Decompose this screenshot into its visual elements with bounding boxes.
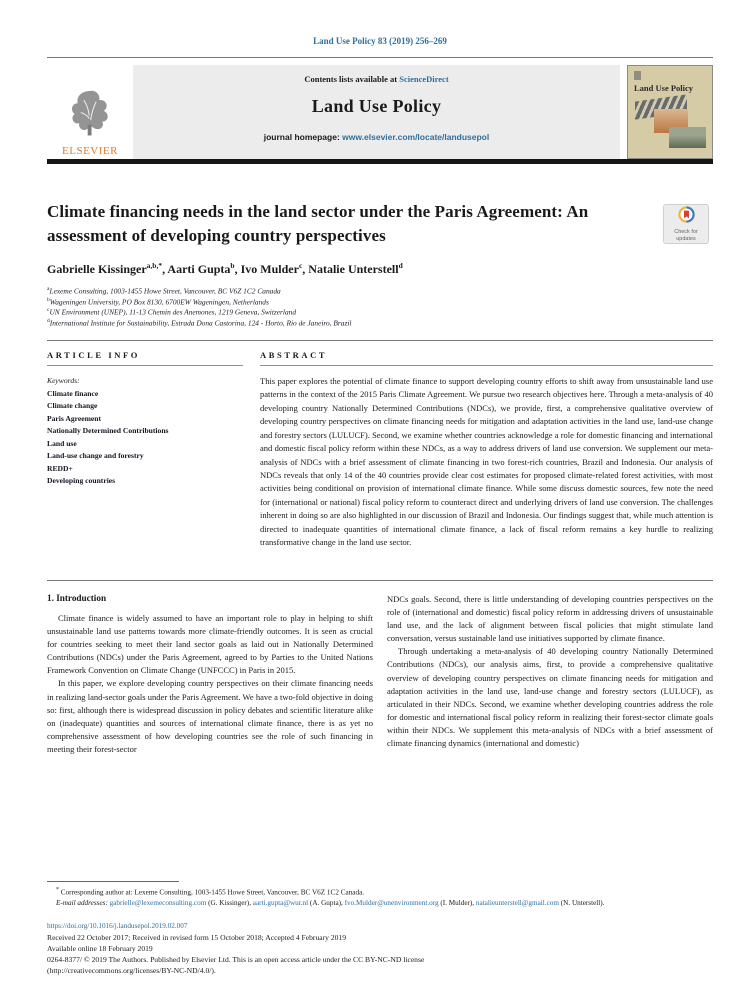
abstract-column (260, 350, 713, 549)
body-paragraph: Climate finance is widely assumed to have an important role to play in helping to shift unsustainable land use patterns towards more climate-friendly outcomes. It is seen as crucial for countries seeking to meet their land sector goals as laid out in Nationally Determined Contributions (NDCs) under the Paris Agreement, agreed to by Parties to the United Nations Framework Convention on Climate Change (UNFCCC) in Paris in 2015. (47, 612, 373, 676)
email-label: E-mail addresses: (56, 899, 110, 908)
body-columns (47, 593, 713, 757)
author (47, 262, 167, 276)
cover-image (669, 127, 706, 148)
affiliation-text: International Institute for Sustainability, Estrada Dona Castorina, 124 - Horto, Rio de Janeiro, Brazil (49, 318, 352, 328)
elsevier-wordmark: ELSEVIER (62, 145, 118, 157)
affiliation (47, 286, 713, 296)
issn-copyright-line: 0264-8377/ © 2019 The Authors. Published by Elsevier Ltd. This is an open access article under the CC BY-NC-ND license (47, 955, 425, 964)
body-paragraph: Through undertaking a meta-analysis of 40 developing country Nationally Determined Contributions (NDCs), our analysis aims, first, to provide a comprehensive qualitative overview of developing country perspectives on climate financing needs for mitigation and adaptation activities in the land use, land-use change and forestry sectors (LULUCF), as articulated in their NDCs. Second, we examine whether developing countries address the role for domestic and international fiscal policy reform in realizing their forest-sector climate goals within their NDCs. We supplement this meta-analysis of NDCs with a brief assessment of climate financing dynamics (international and domestic) (387, 646, 713, 749)
author-name: Ivo Mulder (240, 262, 299, 277)
doi-url[interactable]: https://doi.org/10.1016/j.landusepol.2019.02.007 (47, 922, 188, 930)
journal-citation-link[interactable]: Land Use Policy 83 (2019) 256–269 (313, 36, 447, 46)
body-paragraph: In this paper, we explore developing country perspectives on their climate financing needs in realizing land-sector goals under the Paris Agreement. We have a two-fold objective in doing so: first, although there is widespread discussion in policy debates and scientific literature alike on (inadequate) quantities and sources of international climate finance, there is as yet no comprehensive assessment of how developing countries see the role of such financing in meeting their forest-sector (47, 678, 373, 755)
keywords-label: Keywords: (47, 376, 80, 386)
keyword: Nationally Determined Contributions (47, 426, 169, 436)
keyword: Climate change (47, 401, 98, 411)
body-paragraph: NDCs goals. Second, there is little understanding of developing countries perspectives on the role of (international and domestic) fiscal policy reform in addressing drivers of unsustainable land use, and the lack of alignment between fiscal policies that might stimulate land conversation, versus sustainable land use initiatives supported by climate finance. (387, 593, 713, 644)
email-owner: (I. Mulder), (438, 899, 476, 908)
contents-line (133, 74, 620, 84)
banner-center (133, 65, 620, 159)
article-info-column (47, 350, 243, 549)
doi-link[interactable] (47, 922, 713, 930)
divider (47, 580, 713, 581)
author (241, 262, 309, 276)
author-affil-sup: d (398, 261, 403, 271)
journal-cover-thumbnail[interactable] (627, 65, 713, 159)
cover-title: Land Use Policy (634, 83, 694, 93)
article-title: Climate financing needs in the land sector under the Paris Agreement: An assessment of developing country perspectives (47, 202, 589, 246)
homepage-url-link[interactable]: www.elsevier.com/locate/landusepol (342, 132, 490, 142)
article-meta-section (47, 350, 713, 549)
received-dates: Received 22 October 2017; Received in revised form 15 October 2018; Accepted 4 February 2019 (47, 933, 347, 942)
homepage-line (133, 132, 620, 142)
author-name: Natalie Unterstell (308, 262, 399, 277)
article-info-heading: ARTICLE INFO (47, 350, 141, 361)
affiliation (47, 297, 713, 307)
journal-title: Land Use Policy (311, 96, 442, 116)
keyword: Climate finance (47, 388, 99, 398)
divider (47, 57, 713, 58)
author (308, 262, 402, 276)
affiliation-sup: b (47, 296, 50, 303)
cover-logo-icon (634, 71, 641, 80)
check-for-updates-badge[interactable] (663, 204, 709, 244)
affiliation-sup: d (47, 317, 50, 324)
affiliation-sup: c (47, 307, 50, 314)
author-affil-sup: c (298, 261, 303, 271)
corresponding-author-text: Corresponding author at: Lexeme Consulting, 1003-1455 Howe Street, Vancouver, BC V6Z 1C2 Canada. (59, 888, 365, 897)
keyword: Land-use change and forestry (47, 451, 144, 461)
abstract-heading: ABSTRACT (260, 350, 328, 361)
keyword: Developing countries (47, 476, 116, 486)
sciencedirect-link[interactable]: ScienceDirect (399, 74, 449, 84)
author-name: Aarti Gupta (167, 262, 231, 277)
footnote-divider (47, 881, 179, 882)
email-link[interactable]: gabrielle@lexemeconsulting.com (109, 899, 207, 908)
author-separator: , (234, 262, 241, 277)
title-row (47, 200, 713, 248)
keyword: REDD+ (47, 463, 73, 473)
email-link[interactable]: natalieunterstell@gmail.com (475, 899, 559, 908)
elsevier-logo[interactable] (47, 65, 133, 159)
keyword: Land use (47, 438, 77, 448)
check-for-updates-icon (678, 206, 695, 228)
page-footer (47, 881, 713, 976)
affiliation-sup: a (47, 286, 50, 293)
email-owner: (A. Gupta), (308, 899, 345, 908)
author (167, 262, 240, 276)
body-column-left (47, 593, 373, 757)
email-owner: (G. Kissinger), (206, 899, 253, 908)
affiliation-text: Wageningen University, PO Box 8130, 6700EW Wageningen, Netherlands (49, 297, 269, 307)
author-list (47, 261, 713, 277)
body-column-right (387, 593, 713, 757)
divider-thick (47, 159, 713, 164)
homepage-label: journal homepage: (263, 132, 343, 142)
affiliation-list (47, 286, 713, 328)
available-online: Available online 18 February 2019 (47, 944, 153, 953)
affiliation-text: UN Environment (UNEP), 11-13 Chemin des Anemones, 1219 Geneva, Switzerland (49, 307, 297, 317)
email-addresses (47, 898, 713, 909)
affiliation-text: Lexeme Consulting, 1003-1455 Howe Street, Vancouver, BC V6Z 1C2 Canada (49, 286, 281, 296)
affiliation (47, 318, 713, 328)
author-affil-sup: b (230, 261, 235, 271)
email-owner: (N. Unterstell). (558, 899, 605, 908)
email-link[interactable]: Ivo.Mulder@unenvironment.org (344, 899, 439, 908)
affiliation (47, 307, 713, 317)
publication-history (47, 932, 713, 976)
license-url-line: (http://creativecommons.org/licenses/BY-NC-ND/4.0/). (47, 966, 216, 975)
keyword: Paris Agreement (47, 413, 102, 423)
elsevier-tree-icon (67, 89, 113, 144)
abstract-text: This paper explores the potential of climate finance to support developing country efforts to shift away from unsustainable land use patterns in the context of the 2015 Paris Climate Agreement. We pursue two research objectives here. Through a meta-analysis of 40 developing country Nationally Determined Contributions (NDCs), we provide, first, a comprehensive qualitative overview of developing country perspectives on climate financing needs for mitigation and adaptation activities in the land use, land-use change and forestry sectors (LULUCF). Second, we examine whether countries acknowledge a role for domestic financing and international and domestic fiscal policy reform within these NDCs, as a way to address drivers of land use conversion. We supplement our meta-analysis of NDCs with a brief assessment of climate financing in two forest-rich countries, Brazil and Indonesia. Our analysis of NDCs reveals that only 14 of the 40 countries provide clear cost estimates for proposed climate-related forest activities, with most activities being conditional on provision of international climate finance. While some discuss domestic sources, few note the need for (international or national) fiscal policy reform to counteract direct and underlying drivers of land use conversion. The challenges inherent in doing so are also highlighted in our discussion of Brazil and Indonesia. Our findings suggest that, while much attention is directed to inadequate quantities of international climate finance, a lack of fiscal reform remains a key hurdle to realizing transformative change in the land use sector. (260, 376, 713, 548)
footnote-marker: * (56, 887, 59, 894)
author-name: Gabrielle Kissinger (47, 262, 147, 277)
divider (47, 340, 713, 341)
author-separator: , (302, 262, 309, 277)
corresponding-author-note (47, 886, 713, 898)
check-for-updates-label: Check for updates (674, 228, 698, 242)
section-heading: 1. Introduction (47, 592, 107, 603)
email-link[interactable]: aarti.gupta@wur.nl (252, 899, 309, 908)
divider (47, 365, 243, 366)
contents-prefix: Contents lists available at (304, 74, 400, 84)
author-affil-sup: a,b,* (146, 261, 163, 271)
divider (260, 365, 713, 366)
author-separator: , (162, 262, 168, 277)
journal-banner (47, 65, 713, 159)
